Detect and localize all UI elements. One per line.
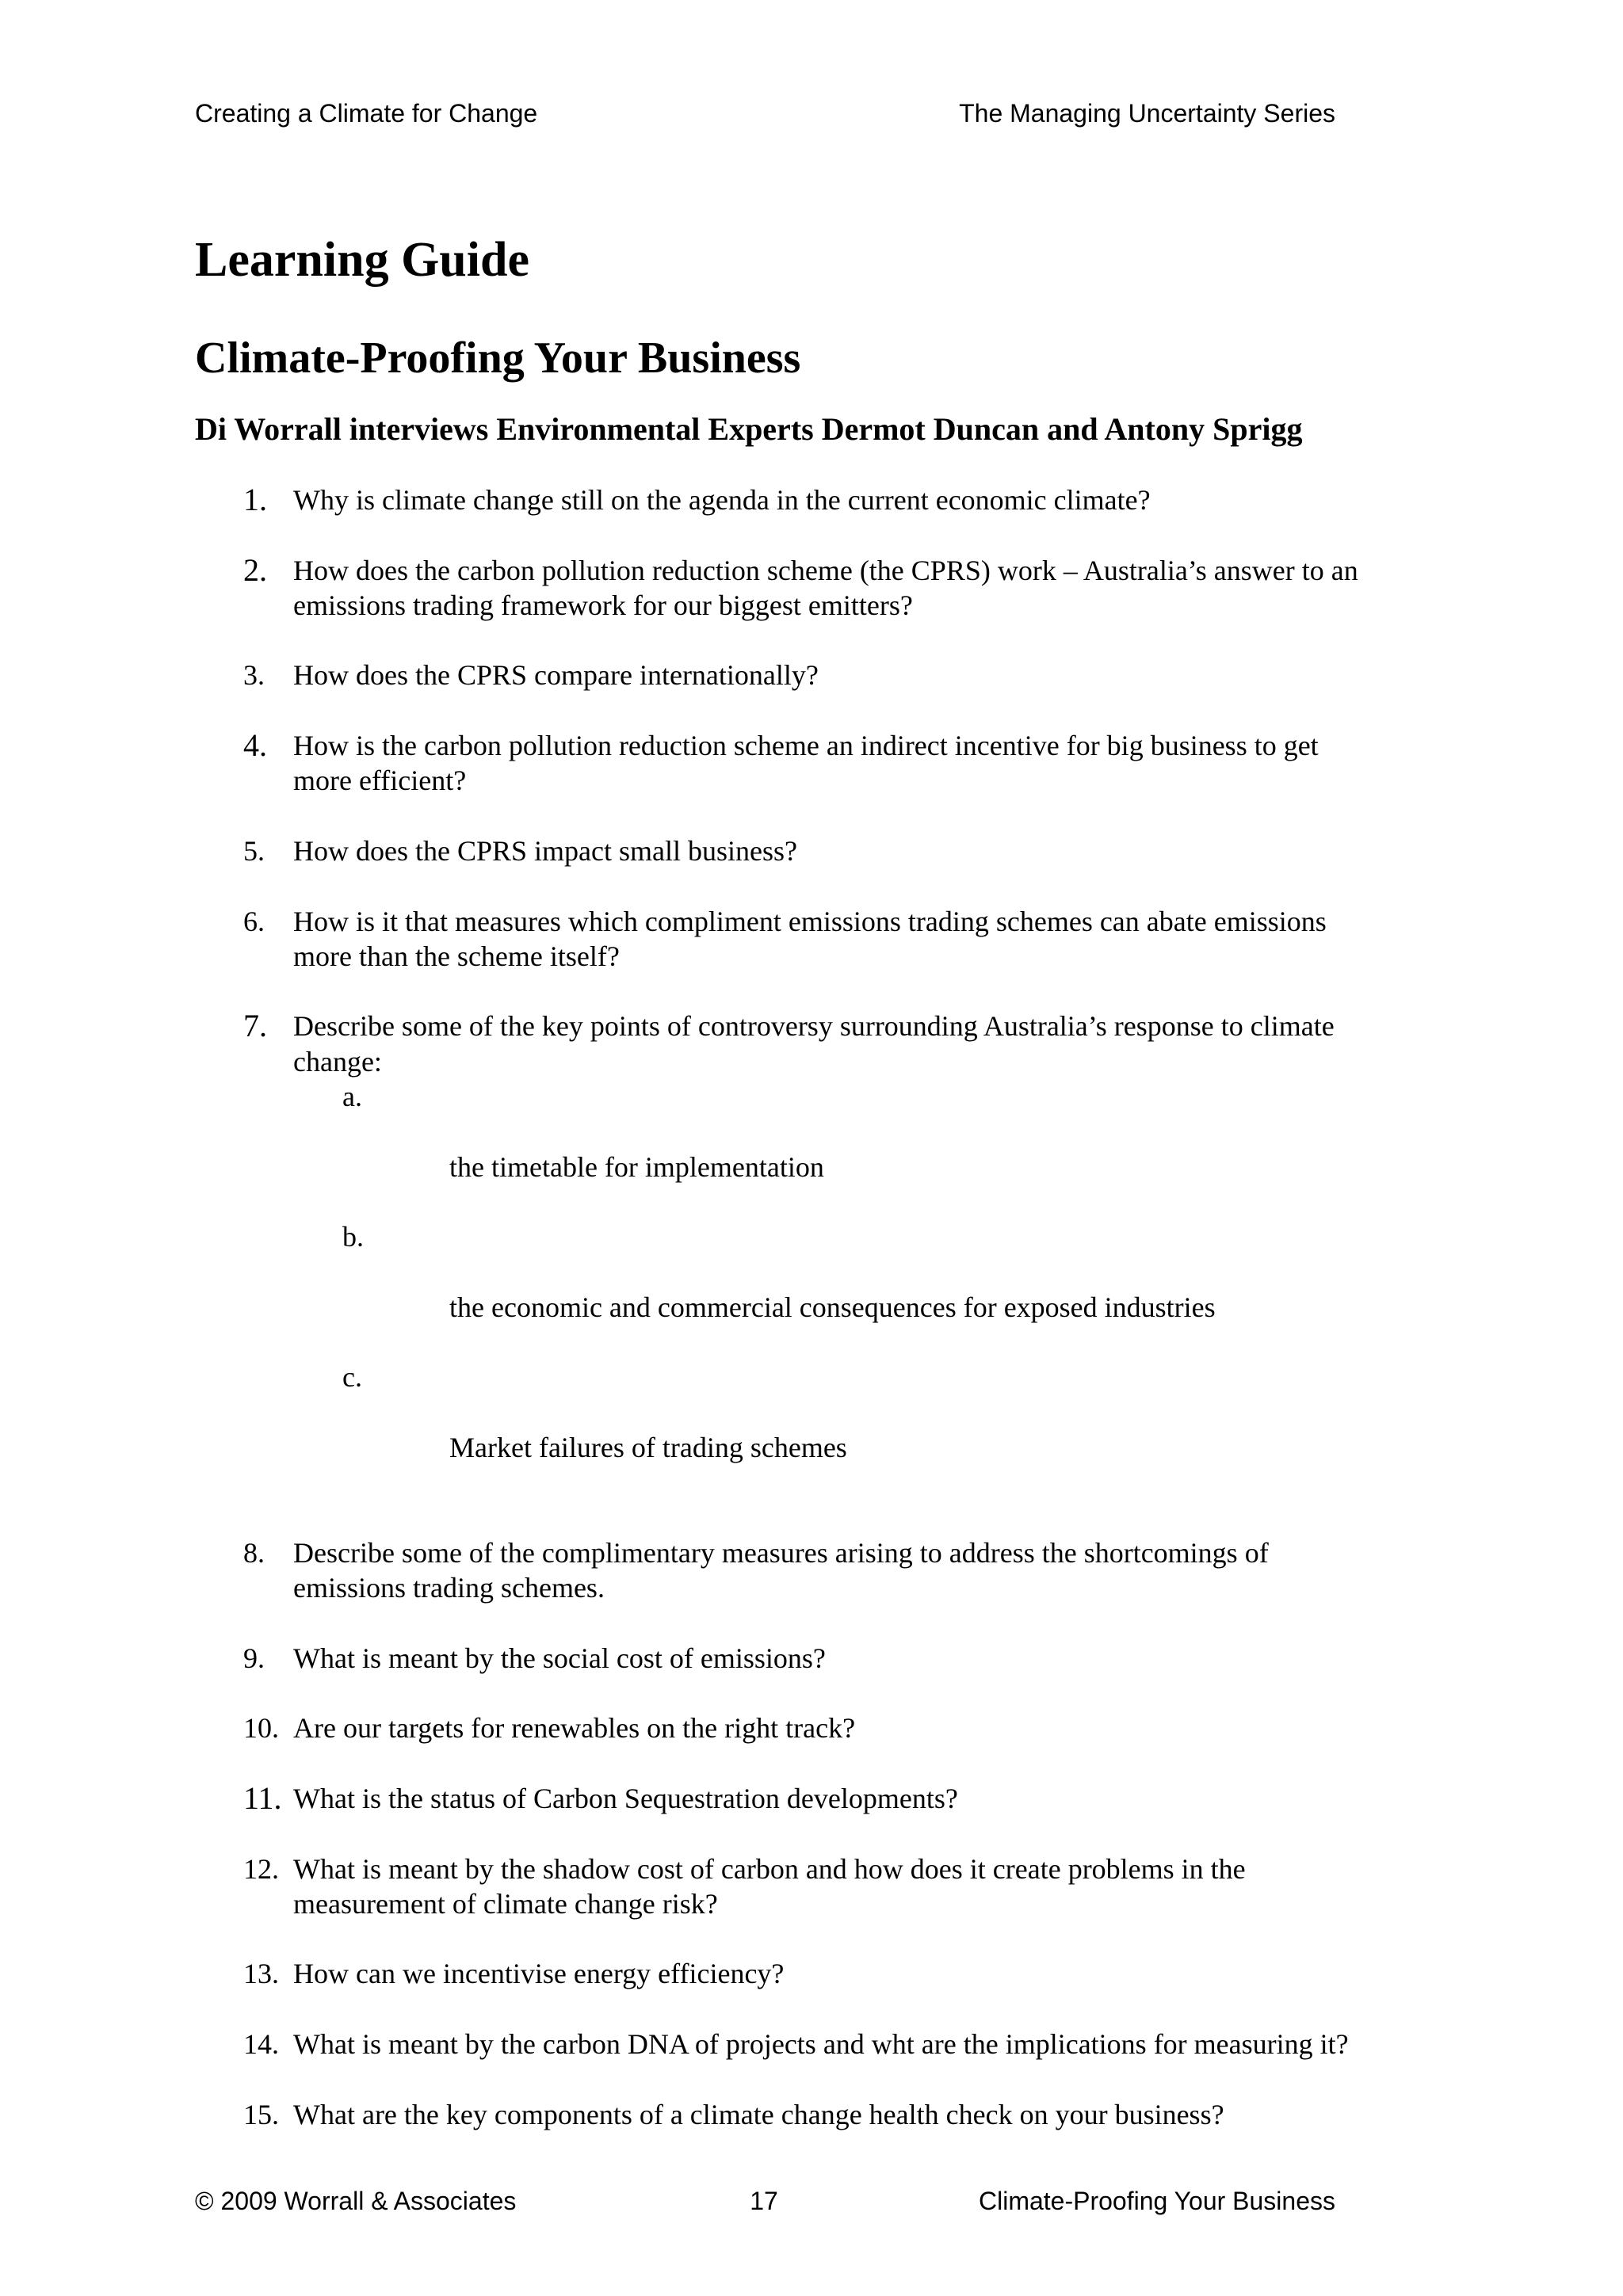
footer-copyright: © 2009 Worrall & Associates xyxy=(195,2187,517,2215)
sub-question-text: Market failures of trading schemes xyxy=(449,1432,847,1464)
question-text: How does the CPRS impact small business? xyxy=(293,834,797,867)
question-number: 13. xyxy=(243,1958,279,1990)
sub-question-item xyxy=(293,1360,1591,1500)
question-list xyxy=(243,482,1591,2167)
question-text: What is meant by the carbon DNA of projects and wht are the implications for measuring it? xyxy=(293,2028,1349,2061)
question-number: 8. xyxy=(243,1536,265,1569)
page-title: Learning Guide xyxy=(195,233,530,287)
question-text: What is the status of Carbon Sequestration developments? xyxy=(293,1782,958,1814)
sub-question-item xyxy=(293,1219,1591,1360)
question-item xyxy=(243,658,1591,692)
question-text: What is meant by the shadow cost of carbon and how does it create problems in the measurement of climate change risk? xyxy=(293,1852,1246,1920)
footer-page-number: 17 xyxy=(750,2187,778,2215)
interview-byline: Di Worrall interviews Environmental Experts Dermot Duncan and Antony Sprigg xyxy=(195,411,1303,447)
question-item xyxy=(243,2097,1591,2132)
question-text: How is it that measures which compliment emissions trading schemes can abate emissions more than the scheme itself? xyxy=(293,905,1327,972)
question-number: 5. xyxy=(243,834,265,867)
header-series-title: The Managing Uncertainty Series xyxy=(959,99,1335,128)
sub-question-letter: a. xyxy=(342,1081,362,1113)
question-text: How can we incentivise energy efficiency? xyxy=(293,1958,785,1990)
sub-question-letter: c. xyxy=(342,1361,362,1394)
question-item xyxy=(243,553,1591,624)
question-item xyxy=(243,1781,1591,1816)
question-item xyxy=(243,728,1591,799)
question-item xyxy=(243,1711,1591,1745)
question-item xyxy=(243,1641,1591,1676)
sub-question-letter: b. xyxy=(342,1221,364,1253)
question-item xyxy=(243,1956,1591,1991)
question-number: 12. xyxy=(243,1852,279,1885)
question-text: What is meant by the social cost of emissions? xyxy=(293,1642,826,1674)
question-item xyxy=(243,2027,1591,2061)
question-text: How does the carbon pollution reduction scheme (the CPRS) work – Australia’s answer to an emissions trading framework for our biggest emitters? xyxy=(293,554,1358,621)
sub-question-text: the timetable for implementation xyxy=(449,1150,824,1183)
question-item xyxy=(243,482,1591,517)
question-item xyxy=(243,833,1591,868)
question-number: 7. xyxy=(243,1008,267,1044)
question-number: 1. xyxy=(243,482,267,517)
page-header xyxy=(195,97,1335,129)
question-text: How does the CPRS compare internationally? xyxy=(293,659,819,692)
sub-question-item xyxy=(293,1079,1591,1219)
question-text: Why is climate change still on the agenda in the current economic climate? xyxy=(293,484,1151,516)
page-footer xyxy=(195,2185,1335,2217)
question-number: 3. xyxy=(243,659,265,692)
question-number: 10. xyxy=(243,1712,279,1745)
header-document-title: Creating a Climate for Change xyxy=(195,99,538,128)
question-number: 15. xyxy=(243,2098,279,2130)
question-text: Are our targets for renewables on the right track? xyxy=(293,1712,856,1745)
question-item xyxy=(243,904,1591,974)
question-text: Describe some of the key points of controversy surrounding Australia’s response to climate change: xyxy=(293,1010,1335,1077)
question-item xyxy=(243,1009,1591,1500)
section-title: Climate-Proofing Your Business xyxy=(195,334,801,383)
question-number: 4. xyxy=(243,727,267,764)
question-number: 11. xyxy=(243,1779,282,1816)
sub-question-list xyxy=(293,1079,1591,1501)
question-item xyxy=(243,1852,1591,1922)
question-text: How is the carbon pollution reduction scheme an indirect incentive for big business to get more efficient? xyxy=(293,730,1319,797)
question-number: 6. xyxy=(243,905,265,937)
question-text: What are the key components of a climate change health check on your business? xyxy=(293,2098,1224,2130)
question-item xyxy=(243,1535,1591,1606)
question-text: Describe some of the complimentary measures arising to address the shortcomings of emissions trading schemes. xyxy=(293,1536,1269,1604)
question-number: 9. xyxy=(243,1642,265,1674)
question-number: 14. xyxy=(243,2028,279,2061)
question-number: 2. xyxy=(243,551,267,588)
sub-question-text: the economic and commercial consequences for exposed industries xyxy=(449,1291,1216,1323)
footer-section-title: Climate-Proofing Your Business xyxy=(978,2187,1335,2215)
